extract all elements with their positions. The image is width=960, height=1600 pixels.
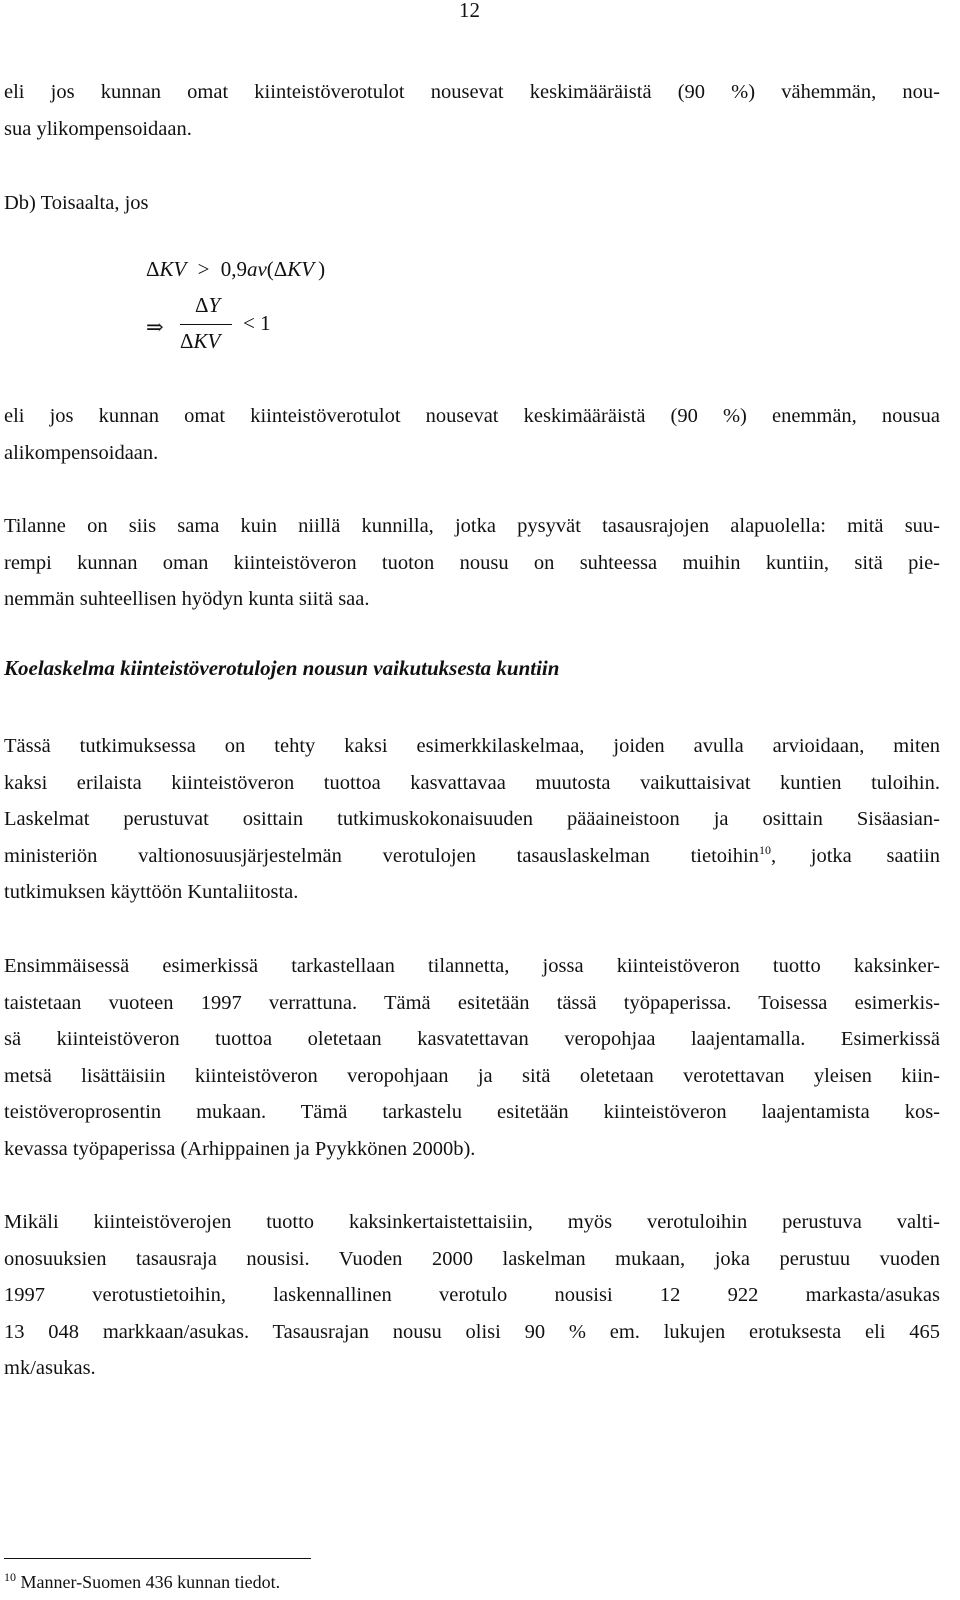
paragraph-4 (4, 508, 940, 618)
y-variable: Y (208, 293, 221, 317)
right-paren: ) (318, 257, 326, 281)
paragraph-1-line-1: eli jos kunnan omat kiinteistöverotulot nousevat keskimääräistä (90 %) vähemmän, nou- (4, 81, 940, 103)
paragraph-5 (4, 728, 940, 911)
delta-symbol: Δ (195, 293, 209, 317)
paragraph-5-line-1: Tässä tutkimuksessa on tehty kaksi esimerkkilaskelmaa, joiden avulla arvioidaan, miten (4, 735, 940, 757)
paragraph-6-line-1: Ensimmäisessä esimerkissä tarkastellaan tilannetta, jossa kiinteistöveron tuotto kaksinker- (4, 955, 940, 977)
fraction-numerator (195, 293, 220, 318)
paragraph-1 (4, 74, 940, 147)
paragraph-7 (4, 1204, 940, 1387)
paragraph-3 (4, 398, 940, 471)
section-heading: Koelaskelma kiinteistöverotulojen nousun vaikutuksesta kuntiin (4, 656, 560, 680)
paragraph-7-line-5: mk/asukas. (4, 1357, 96, 1379)
paragraph-1-line-2: sua ylikompensoidaan. (4, 117, 192, 140)
paragraph-6-line-3: sä kiinteistöveron tuottoa oletetaan kasvatettavan veropohjaa laajentamalla. Esimerkissä (4, 1028, 940, 1050)
paragraph-5-line-2: kaksi erilaista kiinteistöveron tuottoa kasvattavaa muutosta vaikuttaisivat kuntien tuloihin. (4, 771, 940, 794)
paragraph-5-line-4 (4, 838, 940, 875)
paragraph-5-line-3: Laskelmat perustuvat osittain tutkimuskokonaisuuden pääaineistoon ja osittain Sisäasian- (4, 808, 940, 830)
paragraph-7-line-2: onosuuksien tasausraja nousisi. Vuoden 2000 laskelman mukaan, joka perustuu vuoden (4, 1247, 940, 1270)
av-function: av (246, 257, 267, 281)
formula-inequality (146, 257, 325, 282)
greater-than-sign: > (197, 257, 210, 281)
paragraph-4-line-1: Tilanne on siis sama kuin niillä kunnilla, jotka pysyvät tasausrajojen alapuolella: mitä suu- (4, 515, 940, 537)
paragraph-6 (4, 948, 940, 1167)
kv-variable: KV (159, 257, 187, 281)
footnote-reference: 10 (758, 842, 771, 857)
delta-symbol: Δ (146, 257, 160, 281)
fraction-denominator (180, 329, 220, 354)
delta-symbol: Δ (273, 257, 288, 281)
fraction-bar (180, 324, 232, 325)
delta-symbol: Δ (180, 329, 194, 353)
paragraph-6-line-6: kevassa työpaperissa (Arhippainen ja Pyykkönen 2000b). (4, 1137, 476, 1160)
paragraph-5-line-4-text: ministeriön valtionosuusjärjestelmän verotulojen tasauslaskelman tietoihin (4, 844, 759, 867)
left-paren: ( (266, 257, 274, 281)
paragraph-6-line-2: taistetaan vuoteen 1997 verrattuna. Tämä esitetään tässä työpaperissa. Toisessa esimerkis- (4, 991, 940, 1014)
paragraph-7-line-4: 13 048 markkaan/asukas. Tasausrajan nousu olisi 90 % em. lukujen erotuksesta eli 465 (4, 1320, 940, 1343)
kv-variable: KV (287, 257, 315, 281)
footnote-text: Manner-Suomen 436 kunnan tiedot. (16, 1572, 281, 1592)
implies-arrow: ⇒ (146, 315, 164, 339)
paragraph-3-line-1: eli jos kunnan omat kiinteistöverotulot nousevat keskimääräistä (90 %) enemmän, nousua (4, 405, 940, 427)
paragraph-6-line-4: metsä lisättäisiin kiinteistöveron veropohjaan ja sitä oletetaan verotettavan yleisen kiin- (4, 1064, 940, 1087)
paragraph-7-line-3: 1997 verotustietoihin, laskennallinen verotulo nousisi 12 922 markasta/asukas (4, 1284, 940, 1306)
paragraph-4-line-2: rempi kunnan oman kiinteistöveron tuoton nousu on suhteessa muihin kuntiin, sitä pie- (4, 551, 940, 574)
paragraph-5-line-5: tutkimuksen käyttöön Kuntaliitosta. (4, 881, 299, 903)
less-than-one (243, 311, 271, 336)
less-than-sign: < (243, 311, 255, 335)
paragraph-7-line-1: Mikäli kiinteistöverojen tuotto kaksinkertaistettaisiin, myös verotuloihin perustuva valti- (4, 1211, 940, 1233)
paragraph-6-line-5: teistöveroprosentin mukaan. Tämä tarkastelu esitetään kiinteistöveron laajentamista kos- (4, 1101, 940, 1123)
footnote-mark: 10 (4, 1570, 16, 1584)
paragraph-2: Db) Toisaalta, jos (4, 192, 149, 214)
footnote-rule (4, 1558, 311, 1559)
coefficient: 0,9 (220, 257, 247, 281)
footnote (4, 1572, 280, 1593)
paragraph-5-line-4-tail: , jotka saatiin (770, 844, 940, 867)
kv-variable: KV (193, 329, 221, 353)
paragraph-4-line-3: nemmän suhteellisen hyödyn kunta siitä saa. (4, 588, 370, 610)
page-number: 12 (459, 0, 480, 22)
one: 1 (260, 311, 271, 335)
paragraph-3-line-2: alikompensoidaan. (4, 441, 159, 464)
